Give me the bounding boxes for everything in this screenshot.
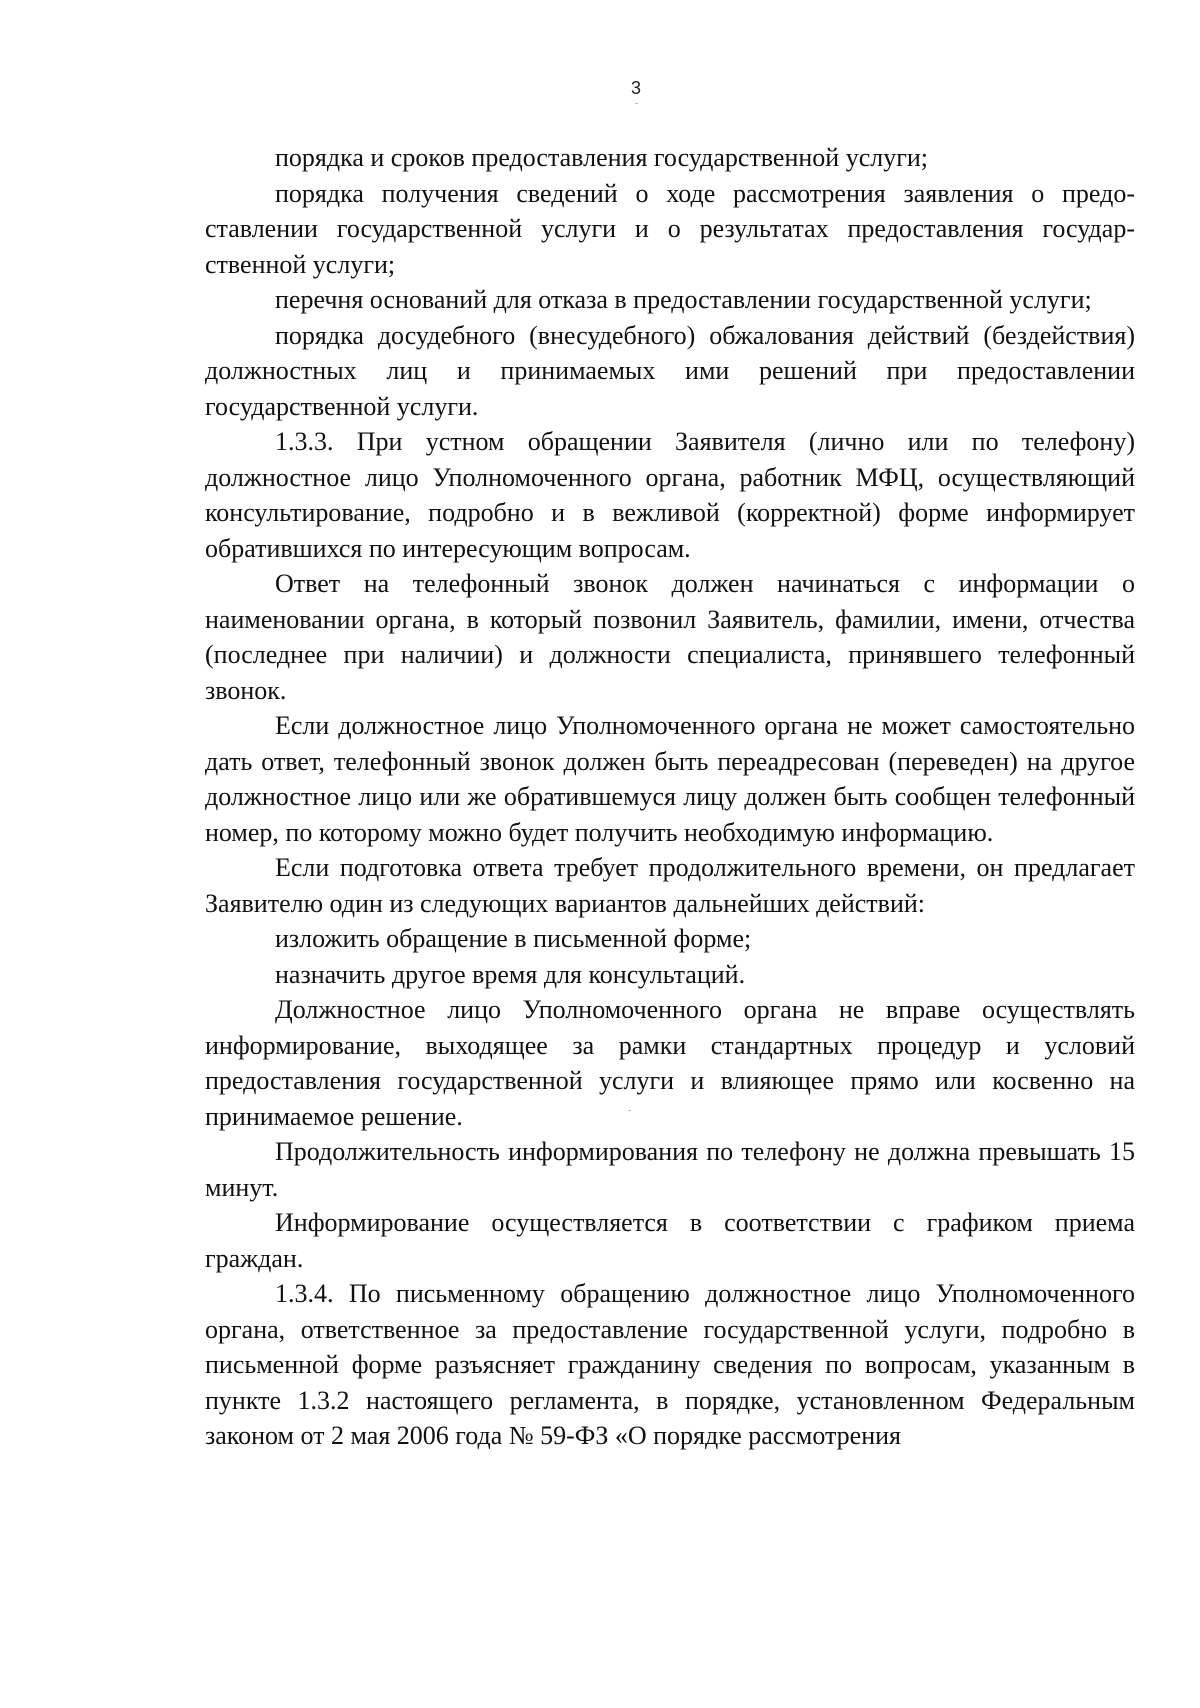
- document-body: [205, 140, 1135, 1454]
- paragraph: порядка досудебного (внесудебного) обжалования действий (бездействия) должностных лиц и принимаемых ими решений при предоставлении государственной услуги.: [205, 320, 1135, 421]
- paragraph: Если должностное лицо Уполномоченного органа не может самостоятельно дать ответ, телефонный звонок должен быть переадресован (переведен) на другое должностное лицо или же обратившемуся лицу должен быть сообщен телефонный номер, по которому можно будет получить необходимую информацию.: [205, 711, 1135, 847]
- paragraph: Информирование осуществляется в соответствии с графиком приема граждан.: [205, 1208, 1135, 1273]
- paragraph: изложить обращение в письменной форме;: [275, 924, 752, 953]
- paragraph: Должностное лицо Уполномоченного органа не вправе осуществлять информирование, выходящее за рамки стандартных процедур и условий предоставления государственной услуги и влияющее прямо или косвенно на принимаемое решение.: [205, 995, 1135, 1131]
- paragraph: Продолжительность информирования по телефону не должна превышать 15 минут.: [205, 1137, 1135, 1202]
- paragraph: Ответ на телефонный звонок должен начинаться с информации о наименовании органа, в который позвонил Заявитель, фамилии, имени, отчества (последнее при наличии) и должности специалиста, принявшего телефонный звонок.: [205, 569, 1135, 705]
- paragraph: 1.3.3. При устном обращении Заявителя (лично или по телефону) должностное лицо Уполномоченного органа, работник МФЦ, осуществляющий консультирование, подробно и в вежливой (корректной) форме информирует обратившихся по интересующим вопросам.: [205, 427, 1135, 563]
- page-number: 3: [630, 78, 641, 98]
- paragraph: Если подготовка ответа требует продолжительного времени, он предлагает Заявителю один из следующих вариантов дальнейших действий:: [205, 853, 1135, 918]
- paragraph: 1.3.4. По письменному обращению должностное лицо Уполномоченного органа, ответственное за предоставление государственной услуги, подробно в письменной форме разъясняет гражданину сведения по вопросам, указанным в пункте 1.3.2 настоящего регламента, в порядке, установленном Федеральным законом от 2 мая 2006 года № 59-ФЗ «О порядке рассмотрения: [205, 1279, 1135, 1450]
- paragraph: перечня оснований для отказа в предоставлении государственной услуги;: [275, 285, 1092, 314]
- paragraph: порядка получения сведений о ходе рассмотрения заявления о предоставлении государственной услуги и о результатах предоставления государственной услуги;: [205, 178, 1135, 279]
- paragraph: назначить другое время для консультаций.: [275, 959, 746, 989]
- paragraph: порядка и сроков предоставления государственной услуги;: [275, 143, 929, 172]
- scan-speck: [635, 103, 638, 104]
